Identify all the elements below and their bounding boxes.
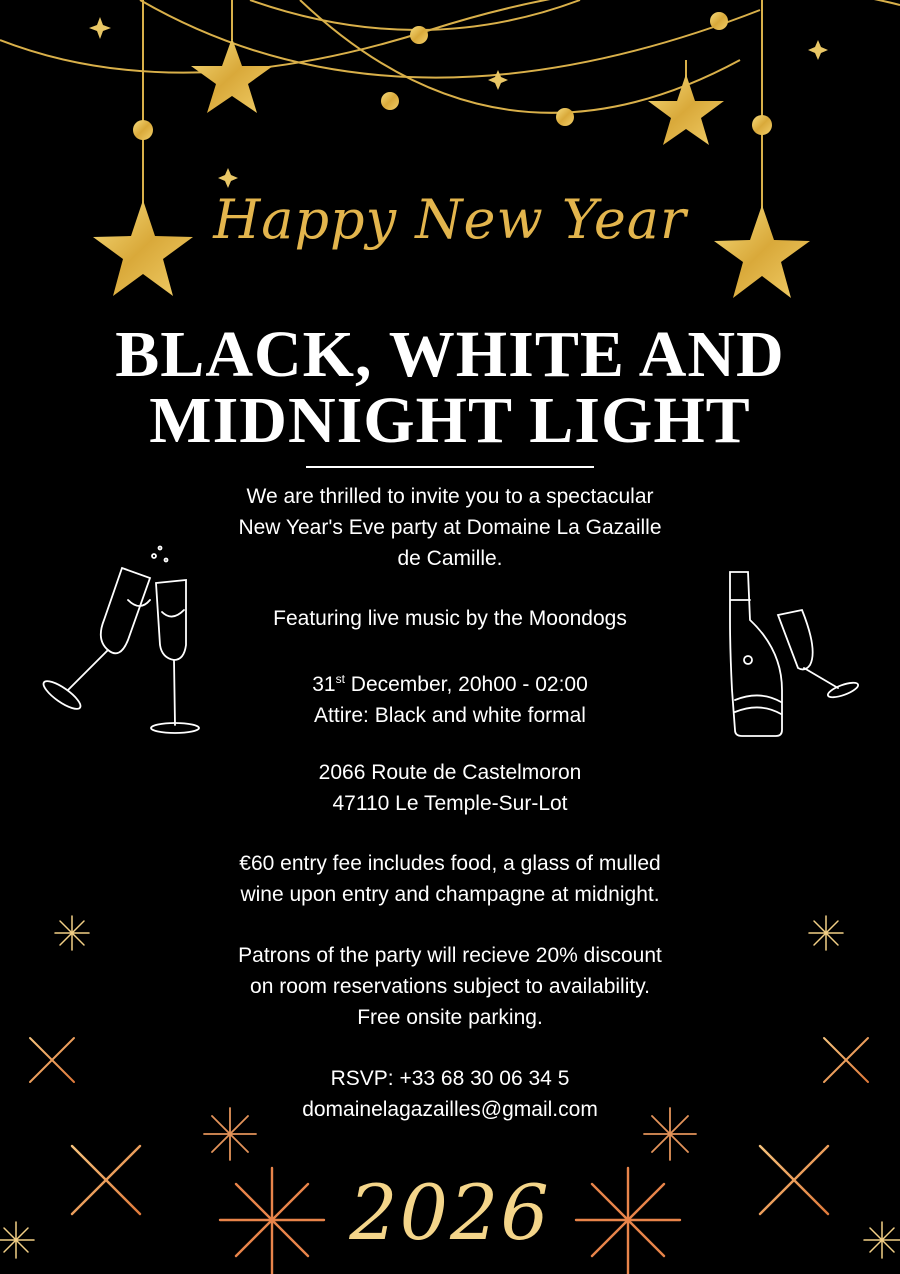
music-text [150, 603, 750, 634]
rsvp-phone: RSVP: +33 68 30 06 34 5 [330, 1067, 570, 1090]
date-text [150, 664, 750, 731]
fee-text [150, 848, 750, 910]
patrons-line1: Patrons of the party will recieve 20% discount [238, 944, 662, 967]
intro-text [150, 481, 750, 574]
date-suffix: st [335, 672, 345, 686]
event-title-line2: MIDNIGHT LIGHT [149, 384, 751, 457]
rsvp-text [150, 1063, 750, 1125]
attire-line: Attire: Black and white formal [314, 704, 586, 727]
music-line: Featuring live music by the Moondogs [273, 607, 627, 630]
star-icon-top-left [191, 38, 273, 113]
patrons-line2: on room reservations subject to availability. [250, 975, 650, 998]
rsvp-email: domainelagazailles@gmail.com [302, 1098, 598, 1121]
event-title-line1: BLACK, WHITE AND [115, 318, 785, 391]
date-rest: December, 20h00 - 02:00 [344, 673, 588, 696]
fee-line2: wine upon entry and champagne at midnight. [240, 883, 660, 906]
intro-line1: We are thrilled to invite you to a spectacular [246, 485, 654, 508]
patrons-text [150, 940, 750, 1033]
event-title [0, 318, 900, 457]
address-line2: 47110 Le Temple-Sur-Lot [332, 792, 568, 815]
address-text [150, 757, 750, 819]
title-divider [306, 466, 594, 468]
address-line1: 2066 Route de Castelmoron [318, 761, 582, 784]
date-day: 31 [312, 673, 336, 696]
star-icon-top-right [648, 74, 724, 145]
year-label: 2026 [349, 1168, 551, 1257]
greeting-title: Happy New Year [213, 188, 687, 251]
intro-line3: de Camille. [397, 547, 503, 570]
garland-strings [0, 0, 900, 210]
patrons-line3: Free onsite parking. [357, 1006, 543, 1029]
fee-line1: €60 entry fee includes food, a glass of mulled [239, 852, 661, 875]
intro-line2: New Year's Eve party at Domaine La Gazaille [238, 516, 662, 539]
date-line [150, 664, 750, 700]
